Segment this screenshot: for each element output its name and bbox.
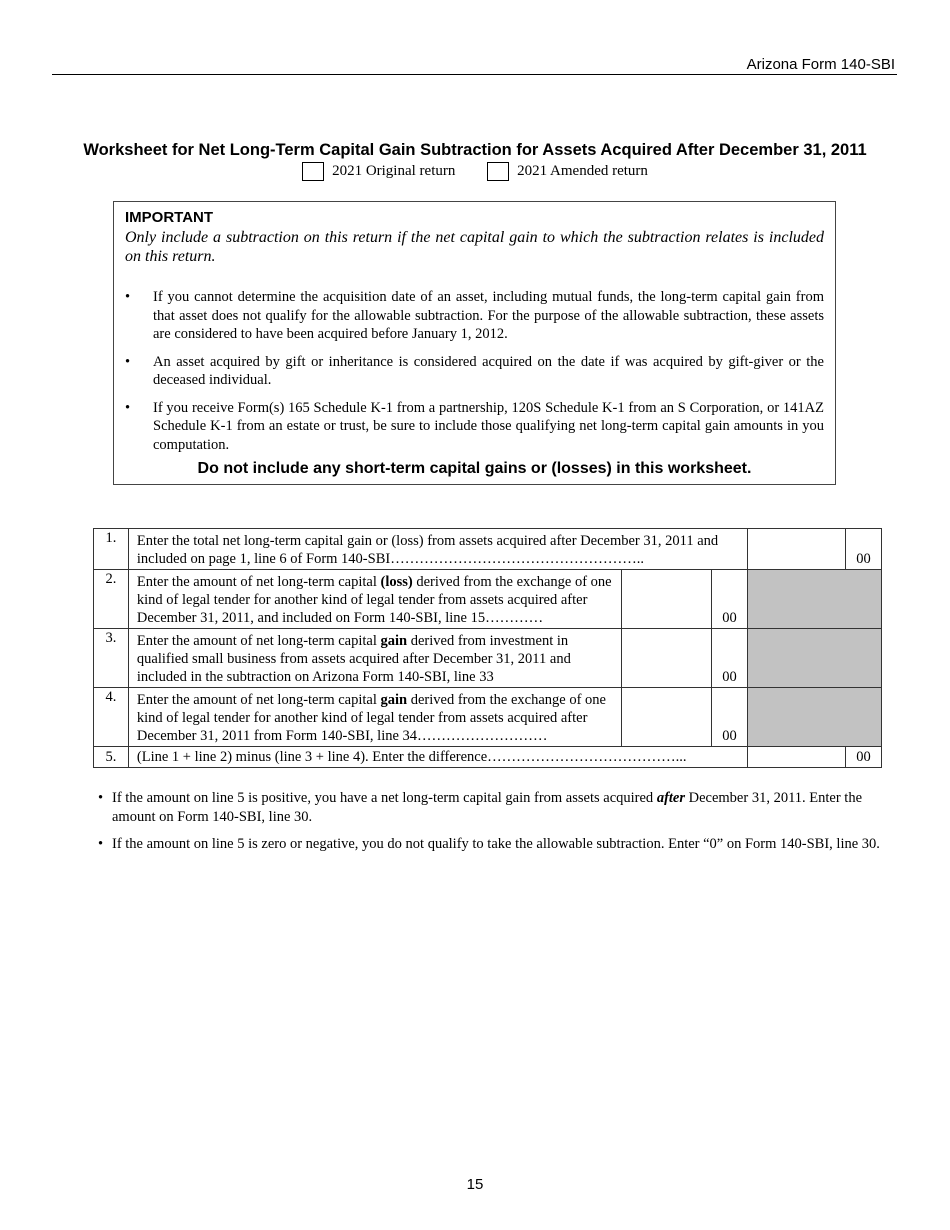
line-description: Enter the total net long-term capital gain or (loss) from assets acquired after December 31, 2011 and included on page 1, line 6 of Form 140-SBI…………………………………………….. [128, 529, 748, 570]
worksheet-title: Worksheet for Net Long-Term Capital Gain Subtraction for Assets Acquired After December 31, 2011 [83, 141, 867, 159]
line-3-amount-input[interactable] [621, 629, 711, 688]
line-description [128, 688, 621, 747]
note-item [98, 789, 898, 826]
bullet-icon: • [125, 399, 131, 416]
line-2-amount-input[interactable] [621, 570, 711, 629]
line-number: 2. [94, 570, 129, 629]
line-text: derived from investment in qualified small business from assets acquired after December 31, 2011 and included in the subtraction on Arizona Form 140-SBI, line 33 [136, 633, 571, 685]
amended-return-label: 2021 Amended return [517, 163, 648, 179]
bullet-item [125, 353, 824, 390]
line-text: derived from the exchange of one kind of legal tender for another kind of legal tender from assets acquired after December 31, 2011, and included on Form 140-SBI, line 15………… [136, 574, 612, 626]
bullet-icon: • [98, 836, 104, 852]
shaded-cell [748, 688, 882, 747]
bullet-icon: • [125, 289, 131, 305]
line-text: derived from the exchange of one kind of legal tender for another kind of legal tender from assets acquired after December 31, 2011 from Form 140-SBI, line 34……………………… [136, 692, 606, 744]
bullet-text: If you receive Form(s) 165 Schedule K-1 from a partnership, 120S Schedule K-1 from an S Corporation, or 141AZ Schedule K-1 from an estate or trust, be sure to include those qualifying net long-term capital gain amounts in you computation. [153, 399, 824, 453]
header-rule [52, 74, 897, 75]
note-text-part: If the amount on line 5 is positive, you have a net long-term capital gain from assets acquired [112, 790, 657, 806]
important-heading: IMPORTANT [125, 209, 214, 226]
line-text: Enter the amount of net long-term capital [136, 692, 381, 708]
worksheet-line-2 [94, 570, 882, 629]
note-text [112, 789, 898, 826]
line-text-bold: (loss) [380, 574, 413, 590]
line-number: 4. [94, 688, 129, 747]
bullet-item [125, 399, 824, 455]
form-header-label: Arizona Form 140-SBI [746, 56, 895, 73]
line-number: 1. [94, 529, 129, 570]
worksheet-line-3 [94, 629, 882, 688]
line-description [128, 629, 621, 688]
bullet-text: If you cannot determine the acquisition date of an asset, including mutual funds, the long-term capital gain from that asset does not qualify for the allowable subtraction. For the purpose of the allowable subtraction, these assets are considered to have been acquired before January 1, 2012. [153, 289, 824, 342]
note-emphasis: after [656, 790, 685, 806]
original-return-option[interactable] [302, 162, 455, 181]
important-notice-box [113, 201, 836, 485]
important-bullet-list [125, 288, 824, 454]
page-number: 15 [466, 1176, 484, 1193]
line-number: 3. [94, 629, 129, 688]
original-return-label: 2021 Original return [332, 163, 456, 179]
bullet-item [125, 288, 824, 344]
line-1-cents: 00 [846, 529, 882, 570]
line-text-bold: gain [380, 692, 408, 708]
amended-return-checkbox[interactable] [487, 162, 509, 181]
shaded-cell [748, 570, 882, 629]
important-note: Only include a subtraction on this return if the net capital gain to which the subtraction relates is included on this return. [125, 229, 824, 265]
worksheet-line-1 [94, 529, 882, 570]
line-5-cents: 00 [846, 747, 882, 768]
line-text: Enter the amount of net long-term capital [136, 633, 381, 649]
line-4-cents: 00 [711, 688, 748, 747]
amended-return-option[interactable] [487, 162, 648, 181]
line-4-amount-input[interactable] [621, 688, 711, 747]
result-notes [98, 789, 898, 863]
bullet-icon: • [125, 353, 131, 370]
note-text: If the amount on line 5 is zero or negative, you do not qualify to take the allowable subtraction. Enter “0” on Form 140-SBI, line 30. [112, 836, 880, 852]
line-2-cents: 00 [711, 570, 748, 629]
note-text-part: December 31, 2011. Enter the amount on Form 140-SBI, line 30. [112, 790, 863, 825]
line-3-cents: 00 [711, 629, 748, 688]
worksheet-line-4 [94, 688, 882, 747]
return-type-options [0, 162, 950, 186]
bullet-icon: • [98, 790, 104, 806]
line-text: Enter the amount of net long-term capital [136, 574, 381, 590]
note-item [98, 835, 898, 854]
worksheet-table [93, 528, 882, 768]
short-term-warning: Do not include any short-term capital gains or (losses) in this worksheet. [197, 460, 752, 477]
line-5-amount-input[interactable] [748, 747, 846, 768]
line-description [128, 570, 621, 629]
original-return-checkbox[interactable] [302, 162, 324, 181]
shaded-cell [748, 629, 882, 688]
line-number: 5. [94, 747, 129, 768]
worksheet-line-5 [94, 747, 882, 768]
bullet-text: An asset acquired by gift or inheritance is considered acquired on the date if was acquired by gift-giver or the deceased individual. [153, 353, 824, 388]
line-description: (Line 1 + line 2) minus (line 3 + line 4). Enter the difference…………………………………... [128, 747, 748, 768]
line-text-bold: gain [380, 633, 408, 649]
line-1-amount-input[interactable] [748, 529, 846, 570]
